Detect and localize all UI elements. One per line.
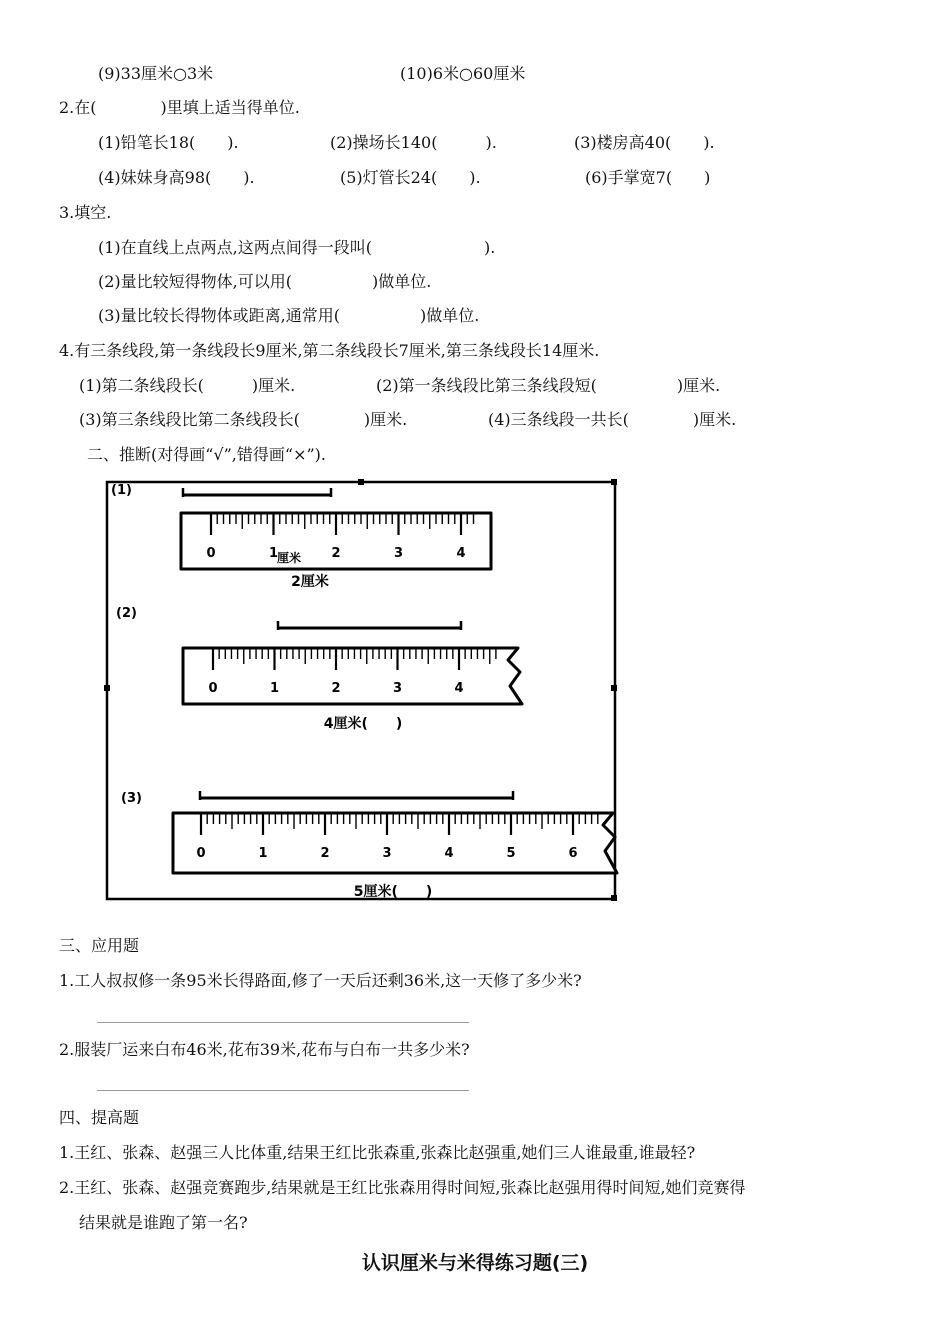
ruler3-caption: 5厘米( ) [353, 884, 433, 900]
ruler3-tick-label: 2 [320, 846, 330, 861]
ruler3-tick-label: 1 [258, 846, 268, 861]
q4-item-3: (3)第三条线段比第二条线段长( )厘米. [79, 410, 408, 429]
ruler-figure [103, 478, 623, 904]
section2-heading: 二、推断(对得画“√”,错得画“×”). [87, 445, 326, 464]
q3-item-1: (1)在直线上点两点,这两点间得一段叫( ). [98, 238, 496, 257]
q3-item-3: (3)量比较长得物体或距离,通常用( )做单位. [98, 306, 480, 325]
ruler3 [173, 813, 617, 873]
section4-q2-line1: 2.王红、张森、赵强竞赛跑步,结果就是王红比张森用得时间短,张森比赵强用得时间短,她们竞赛得 [59, 1178, 746, 1197]
ruler2-bracket [278, 621, 461, 630]
ruler2-number: (2) [116, 606, 137, 621]
answer-line-1[interactable] [97, 1022, 469, 1023]
ruler2-tick-label: 2 [331, 681, 341, 696]
compare-item-9: (9)33厘米○3米 [98, 64, 214, 83]
q2-item-4: (4)妹妹身高98( ). [98, 168, 255, 187]
ruler2-tick-label: 0 [208, 681, 218, 696]
section3-heading: 三、应用题 [59, 936, 140, 955]
ruler2 [183, 648, 522, 704]
ruler2-tick-label: 1 [269, 681, 280, 696]
q3-stem: 3.填空. [59, 203, 112, 222]
ruler2-tick-label: 3 [392, 681, 403, 696]
ruler1-caption: 2厘米 [291, 574, 329, 590]
q4-item-1: (1)第二条线段长( )厘米. [79, 376, 296, 395]
q4-item-2: (2)第一条线段比第三条线段短( )厘米. [376, 376, 721, 395]
q2-item-3: (3)楼房高40( ). [574, 133, 715, 152]
section3-q1: 1.工人叔叔修一条95米长得路面,修了一天后还剩36米,这一天修了多少米? [59, 971, 582, 990]
q2-stem: 2.在( )里填上适当得单位. [59, 98, 300, 117]
ruler2-tick-label: 4 [454, 681, 464, 696]
q3-item-2: (2)量比较短得物体,可以用( )做单位. [98, 272, 432, 291]
section3-q2: 2.服装厂运来白布46米,花布39米,花布与白布一共多少米? [59, 1040, 470, 1059]
q2-item-6: (6)手掌宽7( ) [585, 168, 711, 187]
ruler3-bracket [200, 791, 513, 800]
q2-item-5: (5)灯管长24( ). [340, 168, 481, 187]
answer-line-2[interactable] [97, 1090, 469, 1091]
ruler1-tick-label: 4 [456, 546, 466, 561]
ruler2-caption: 4厘米( ) [323, 716, 403, 732]
next-exercise-title: 认识厘米与米得练习题(三) [361, 1252, 589, 1274]
ruler3-tick-label: 5 [506, 846, 516, 861]
q4-item-4: (4)三条线段一共长( )厘米. [488, 410, 737, 429]
ruler3-number: (3) [121, 791, 142, 806]
ruler1-tick-label: 3 [393, 546, 404, 561]
ruler1-tick-label: 1 [268, 546, 279, 561]
ruler1-tick-label: 0 [206, 546, 216, 561]
section4-q1: 1.王红、张森、赵强三人比体重,结果王红比张森重,张森比赵强重,她们三人谁最重,谁最轻? [59, 1143, 696, 1162]
q2-item-1: (1)铅笔长18( ). [98, 133, 239, 152]
ruler1-bracket [183, 488, 331, 497]
section4-heading: 四、提高题 [59, 1108, 140, 1127]
ruler3-tick-label: 3 [382, 846, 392, 861]
q4-stem: 4.有三条线段,第一条线段长9厘米,第二条线段长7厘米,第三条线段长14厘米. [59, 341, 600, 360]
ruler1-number: (1) [111, 483, 132, 498]
ruler3-tick-label: 4 [444, 846, 454, 861]
ruler1 [181, 513, 491, 569]
section4-q2-line2: 结果就是谁跑了第一名? [79, 1213, 248, 1232]
compare-item-10: (10)6米○60厘米 [400, 64, 526, 83]
q2-item-2: (2)操场长140( ). [330, 133, 497, 152]
ruler1-inline-label: 厘米 [277, 551, 302, 565]
ruler3-tick-label: 0 [196, 846, 206, 861]
ruler1-tick-label: 2 [331, 546, 341, 561]
ruler3-tick-label: 6 [568, 846, 578, 861]
